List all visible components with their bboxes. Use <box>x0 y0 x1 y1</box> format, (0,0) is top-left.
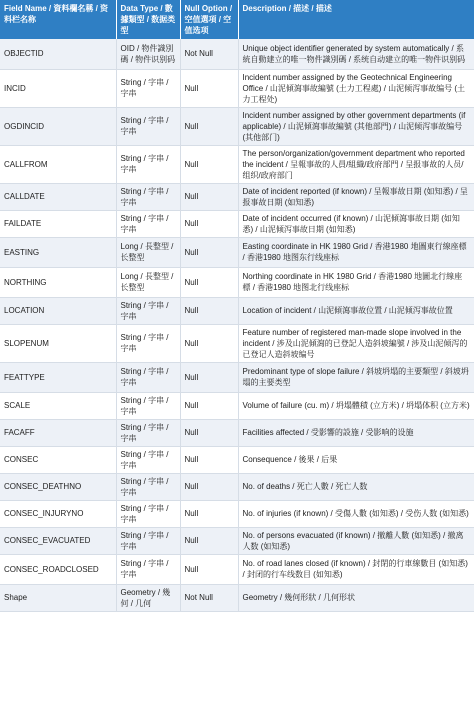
cell-null-option: Null <box>180 392 238 419</box>
cell-null-option: Null <box>180 69 238 107</box>
cell-data-type: String / 字串 / 字串 <box>116 145 180 183</box>
table-row <box>0 500 474 527</box>
cell-field-name: CONSEC_INJURYNO <box>4 509 84 518</box>
header-field-name: Field Name / 資料欄名稱 / 资料栏名称 <box>0 0 116 39</box>
cell-field-name: FEATTYPE <box>4 372 45 382</box>
table-row <box>0 324 474 362</box>
cell-data-type: String / 字串 / 字串 <box>116 107 180 145</box>
cell-null-option: Null <box>180 183 238 210</box>
table-row <box>0 419 474 446</box>
cell-description: The person/organization/government department who reported the incident / 呈報事故的人員/組織/政府部門 / 呈报事故的人员/组织/政府部门 <box>238 145 474 183</box>
cell-description: Incident number assigned by the Geotechnical Engineering Office / 山泥傾瀉事故編號 (土力工程處) / 山泥倾泻事故编号 (土力工程处) <box>238 69 474 107</box>
cell-description: No. of deaths / 死亡人數 / 死亡人数 <box>238 473 474 500</box>
cell-data-type: String / 字串 / 字串 <box>116 324 180 362</box>
cell-field-name: CALLDATE <box>4 192 45 201</box>
cell-null-option: Not Null <box>180 39 238 69</box>
header-description: Description / 描述 / 描述 <box>238 0 474 39</box>
cell-null-option: Null <box>180 107 238 145</box>
cell-field-name: SLOPENUM <box>4 338 49 348</box>
cell-field-name: FAILDATE <box>4 219 42 228</box>
cell-description: No. of injuries (if known) / 受傷人數 (如知悉) / 受伤人数 (如知悉) <box>238 500 474 527</box>
table-row <box>0 527 474 554</box>
table-row <box>0 237 474 267</box>
cell-description: Feature number of registered man-made slope involved in the incident / 涉及山泥傾瀉的已登記人造斜坡編號 / 涉及山泥倾泻的已登记人造斜坡编号 <box>238 324 474 362</box>
cell-data-type: String / 字串 / 字串 <box>116 419 180 446</box>
cell-null-option: Null <box>180 527 238 554</box>
table-row <box>0 69 474 107</box>
cell-null-option: Null <box>180 145 238 183</box>
cell-description: Date of incident occurred (if known) / 山泥傾瀉事故日期 (如知悉) / 山泥倾泻事故日期 (如知悉) <box>238 210 474 237</box>
cell-description: Predominant type of slope failure / 斜坡坍塌的主要類型 / 斜坡坍塌的主要类型 <box>238 362 474 392</box>
cell-description: Northing coordinate in HK 1980 Grid / 香港1980 地圖北行線座標 / 香港1980 地图北行线座标 <box>238 267 474 297</box>
cell-field-name: CONSEC_ROADCLOSED <box>4 564 99 574</box>
cell-data-type: OID / 物件識別碼 / 物件识别码 <box>116 39 180 69</box>
cell-description: Incident number assigned by other government departments (if applicable) / 山泥傾瀉事故編號 (其他部門) / 山泥倾泻事故编号 (其他部门) <box>238 107 474 145</box>
cell-field-name: CONSEC_EVACUATED <box>4 536 91 545</box>
cell-data-type: String / 字串 / 字串 <box>116 473 180 500</box>
cell-null-option: Null <box>180 473 238 500</box>
table-row <box>0 446 474 473</box>
cell-field-name: OGDINCID <box>4 121 44 131</box>
cell-null-option: Null <box>180 210 238 237</box>
header-null-option: Null Option / 空值選項 / 空值选项 <box>180 0 238 39</box>
cell-data-type: String / 字串 / 字串 <box>116 69 180 107</box>
cell-field-name: CONSEC <box>4 455 39 464</box>
cell-field-name: NORTHING <box>4 277 47 287</box>
cell-data-type: String / 字串 / 字串 <box>116 527 180 554</box>
cell-field-name: SCALE <box>4 401 31 410</box>
cell-field-name: Shape <box>4 593 28 602</box>
table-row <box>0 107 474 145</box>
cell-data-type: String / 字串 / 字串 <box>116 210 180 237</box>
cell-field-name: EASTING <box>4 247 40 257</box>
cell-null-option: Not Null <box>180 584 238 611</box>
cell-description: No. of persons evacuated (if known) / 撤離人數 (如知悉) / 撤离人数 (如知悉) <box>238 527 474 554</box>
cell-field-name: LOCATION <box>4 306 45 315</box>
table-row <box>0 267 474 297</box>
table-row <box>0 554 474 584</box>
cell-null-option: Null <box>180 237 238 267</box>
table-row <box>0 362 474 392</box>
table-row <box>0 210 474 237</box>
cell-data-type: String / 字串 / 字串 <box>116 362 180 392</box>
table-row <box>0 584 474 611</box>
cell-description: Easting coordinate in HK 1980 Grid / 香港1980 地圖東行線座標 / 香港1980 地图东行线座标 <box>238 237 474 267</box>
cell-null-option: Null <box>180 554 238 584</box>
cell-null-option: Null <box>180 362 238 392</box>
cell-data-type: String / 字串 / 字串 <box>116 446 180 473</box>
cell-field-name: CALLFROM <box>4 159 48 169</box>
cell-data-type: String / 字串 / 字串 <box>116 183 180 210</box>
cell-data-type: Geometry / 幾何 / 几何 <box>116 584 180 611</box>
table-row <box>0 145 474 183</box>
cell-field-name: OBJECTID <box>4 49 44 59</box>
cell-data-type: String / 字串 / 字串 <box>116 297 180 324</box>
cell-description: Location of incident / 山泥傾瀉事故位置 / 山泥倾泻事故位置 <box>238 297 474 324</box>
cell-description: Volume of failure (cu. m) / 坍塌體積 (立方米) / 坍塌体积 (立方米) <box>238 392 474 419</box>
cell-null-option: Null <box>180 446 238 473</box>
table-header-row <box>0 0 474 39</box>
table-row <box>0 183 474 210</box>
table-row <box>0 297 474 324</box>
cell-description: Facilities affected / 受影響的設施 / 受影响的设施 <box>238 419 474 446</box>
cell-description: Consequence / 後果 / 后果 <box>238 446 474 473</box>
header-data-type: Data Type / 數據類型 / 数据类型 <box>116 0 180 39</box>
table-row <box>0 473 474 500</box>
cell-data-type: Long / 長整型 / 长整型 <box>116 267 180 297</box>
table-row <box>0 39 474 69</box>
table-body <box>0 39 474 611</box>
cell-data-type: Long / 長整型 / 长整型 <box>116 237 180 267</box>
cell-data-type: String / 字串 / 字串 <box>116 500 180 527</box>
cell-null-option: Null <box>180 419 238 446</box>
cell-field-name: INCID <box>4 83 26 93</box>
cell-null-option: Null <box>180 324 238 362</box>
table-row <box>0 392 474 419</box>
cell-field-name: CONSEC_DEATHNO <box>4 482 82 491</box>
cell-null-option: Null <box>180 297 238 324</box>
cell-data-type: String / 字串 / 字串 <box>116 554 180 584</box>
cell-field-name: FACAFF <box>4 428 35 437</box>
cell-description: Geometry / 幾何形狀 / 几何形状 <box>238 584 474 611</box>
cell-description: No. of road lanes closed (if known) / 封閉的行車線數目 (如知悉) / 封闭的行车线数目 (如知悉) <box>238 554 474 584</box>
cell-data-type: String / 字串 / 字串 <box>116 392 180 419</box>
cell-null-option: Null <box>180 267 238 297</box>
cell-description: Unique object identifier generated by system automatically / 系統自動建立的唯一物件識別碼 / 系统自动建立的唯一物件识别码 <box>238 39 474 69</box>
cell-null-option: Null <box>180 500 238 527</box>
cell-description: Date of incident reported (if known) / 呈報事故日期 (如知悉) / 呈报事故日期 (如知悉) <box>238 183 474 210</box>
